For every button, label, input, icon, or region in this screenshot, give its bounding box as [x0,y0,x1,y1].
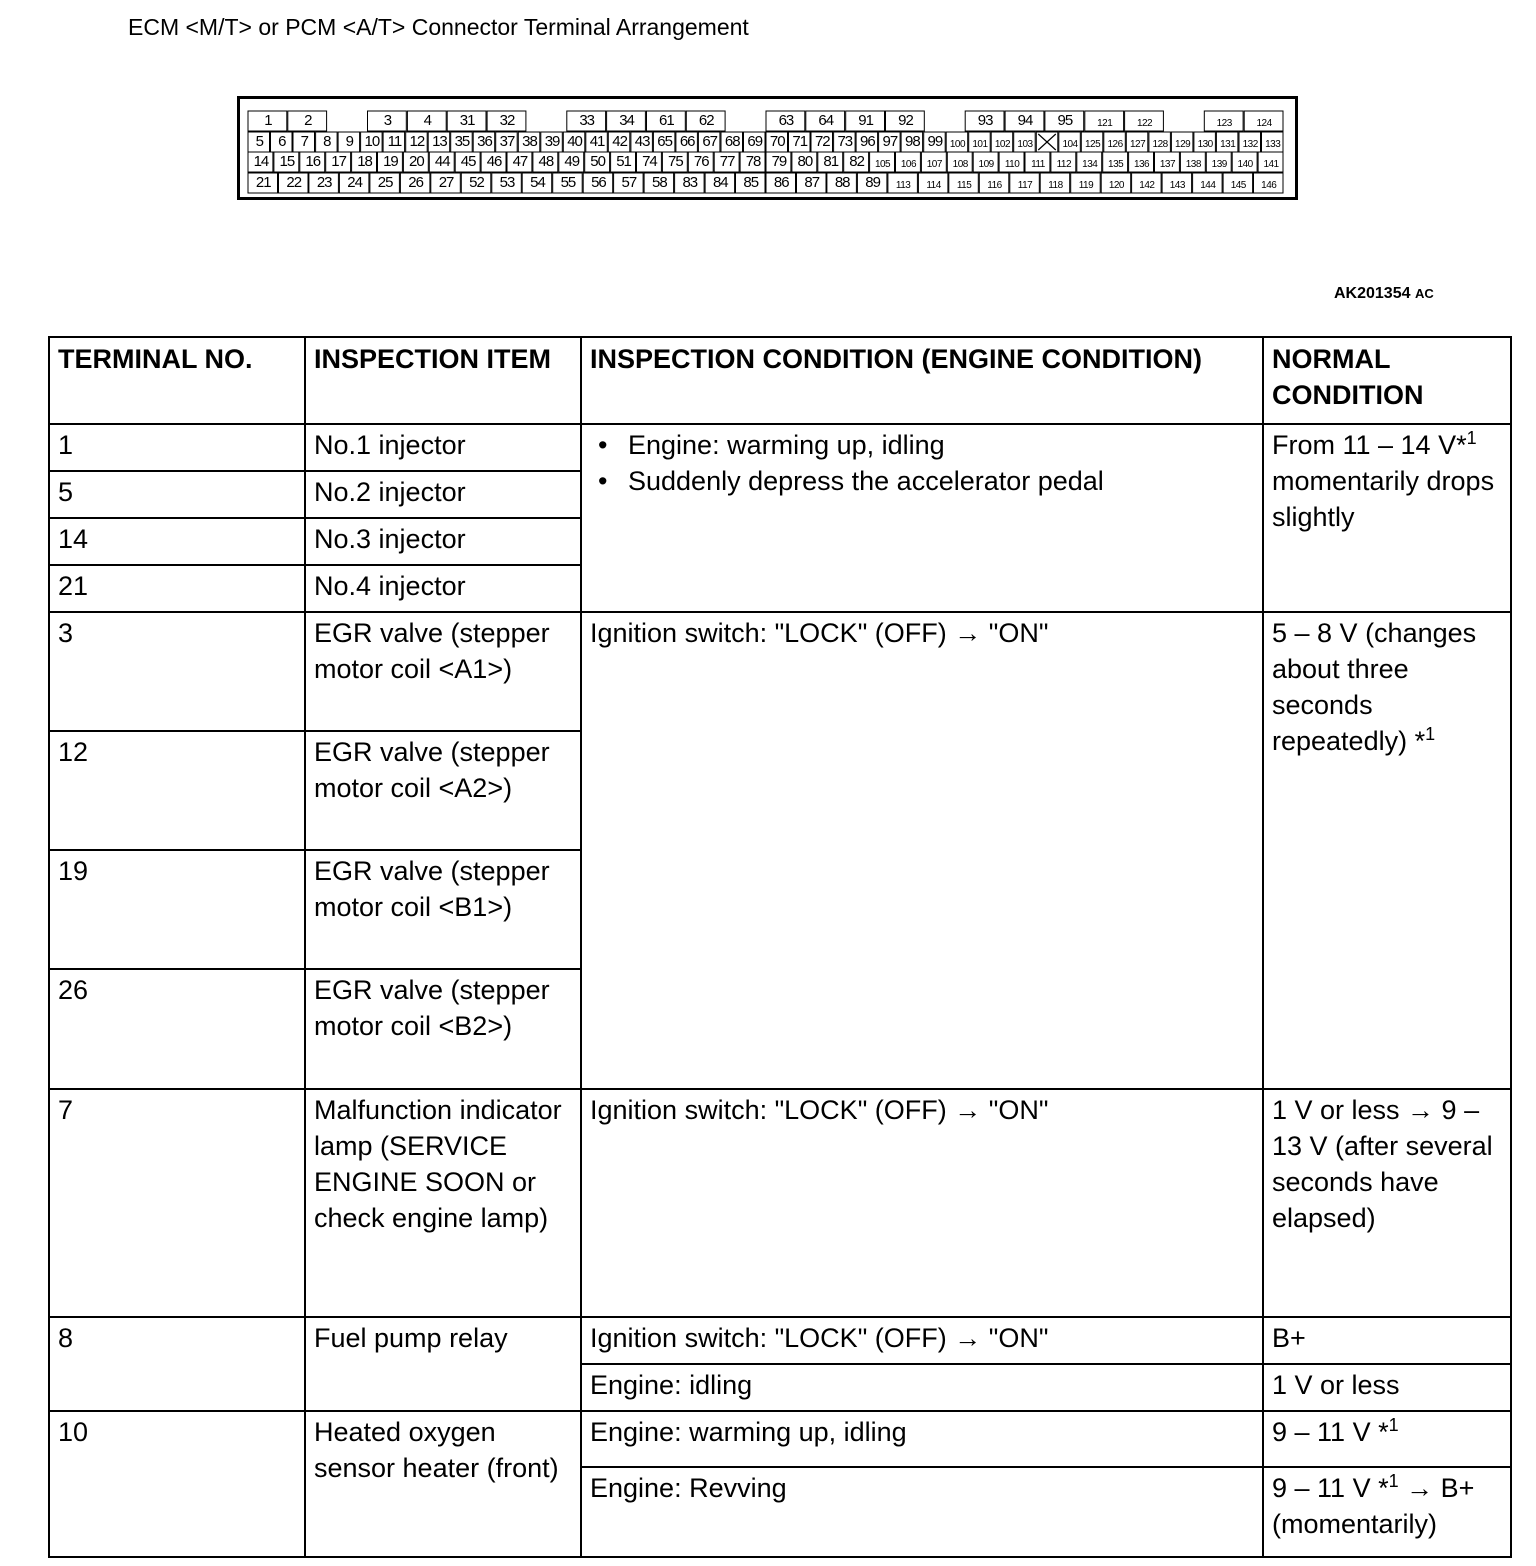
connector-pin-label: 74 [642,153,657,170]
connector-pin-label: 49 [564,153,580,170]
connector-pin-label: 100 [949,139,966,150]
table-header-row [49,337,1511,424]
connector-pin-label: 110 [1004,159,1020,170]
connector-pin-label: 46 [486,153,502,170]
connector-pin-label: 79 [771,153,787,170]
header-inspection-condition: INSPECTION CONDITION (ENGINE CONDITION) [581,337,1263,424]
connector-pin-label: 145 [1230,180,1246,191]
connector-pin-label: 81 [823,153,839,170]
connector-pin-label: 16 [305,153,321,170]
connector-pin-label: 126 [1107,139,1123,150]
connector-pin-label: 20 [408,153,424,170]
connector-pin-label: 106 [900,159,917,170]
connector-pin-label: 17 [331,153,346,170]
figure-code: AK201354 AC [1334,285,1434,302]
connector-pin-label: 146 [1261,180,1277,191]
connector-pin-label: 32 [499,112,515,129]
connector-pin-label: 116 [987,180,1002,191]
list-item: • Suddenly depress the accelerator pedal [590,463,1254,499]
connector-pin-label: 31 [459,112,475,129]
terminal-no: 1 [49,424,305,471]
connector-pin-label: 107 [926,159,942,170]
inspection-condition: Ignition switch: "LOCK" (OFF) → "ON" [581,612,1263,1089]
connector-pin-label: 19 [383,153,398,170]
connector-pin-label: 109 [978,159,994,170]
connector-pin-label: 143 [1169,180,1185,191]
connector-pin-label: 3 [383,112,392,129]
connector-pin-label: 66 [679,133,695,150]
connector-pin-label: 13 [432,133,447,150]
terminal-no: 12 [49,731,305,850]
table-row [49,424,1511,471]
connector-pin-label: 136 [1133,159,1150,170]
page-title: ECM <M/T> or PCM <A/T> Connector Terminal Arrangement [128,14,749,40]
connector-pin-label: 15 [279,153,295,170]
connector-pin-label: 50 [590,153,605,170]
terminal-no: 10 [49,1411,305,1557]
connector-pin-label: 95 [1057,112,1073,129]
connector-pin-label: 117 [1017,180,1033,191]
inspection-item: Heated oxygen sensor heater (front) [305,1411,581,1557]
connector-pin-label: 140 [1237,159,1253,170]
inspection-item: Fuel pump relay [305,1317,581,1411]
connector-pin-label: 21 [255,174,271,191]
connector-pin-label: 78 [745,153,761,170]
connector-pin-label: 33 [579,112,595,129]
connector-pin-label: 63 [778,112,794,129]
normal-condition: 1 V or less [1263,1364,1511,1411]
inspection-item: EGR valve (stepper motor coil <A1>) [305,612,581,731]
connector-pin-label: 80 [797,153,813,170]
connector-pin-label: 97 [882,133,898,150]
connector-pin-label: 34 [619,112,634,129]
inspection-item: No.3 injector [305,518,581,565]
connector-pin-label: 108 [952,159,968,170]
connector-pin-label: 57 [621,174,637,191]
connector-pin-label: 128 [1152,139,1168,150]
connector-pin-label: 124 [1256,118,1272,129]
connector-pin-label: 53 [499,174,515,191]
normal-condition: From 11 – 14 V*$^1$ momentarily drops slightly [1263,424,1511,612]
connector-pin-label: 43 [634,133,650,150]
connector-pin-label: 51 [616,153,631,170]
connector-pin-label: 6 [278,133,286,150]
connector-pin-label: 120 [1108,180,1124,191]
connector-pin-label: 101 [972,139,988,150]
connector-pin-label: 10 [364,133,380,150]
connector-pin-label: 7 [300,133,308,150]
inspection-condition: Ignition switch: "LOCK" (OFF) → "ON" [581,1089,1263,1317]
connector-pin-label: 12 [409,133,425,150]
inspection-condition: Engine: idling [581,1364,1263,1411]
table-row [49,1089,1511,1317]
normal-condition: 5 – 8 V (changes about three seconds repeatedly) *$^1$ [1263,612,1511,1089]
connector-pin-label: 44 [434,153,450,170]
connector-pin-label: 105 [874,159,891,170]
inspection-item: EGR valve (stepper motor coil <B1>) [305,850,581,969]
connector-pin-label: 121 [1097,118,1113,129]
connector-pin-label: 45 [460,153,476,170]
connector-pin-label: 62 [698,112,714,129]
connector-pin-label: 25 [377,174,393,191]
connector-pin-label: 127 [1130,139,1146,150]
inspection-item: No.2 injector [305,471,581,518]
connector-pin-label: 133 [1265,139,1281,150]
connector-pin-label: 14 [253,153,269,170]
connector-pin-label: 86 [773,174,789,191]
connector-pin-label: 38 [522,133,537,150]
connector-pin-label: 98 [905,133,920,150]
connector-pin-label: 131 [1220,139,1236,150]
terminal-no: 3 [49,612,305,731]
connector-pin-label: 37 [499,133,515,150]
connector-pin-label: 35 [454,133,470,150]
connector-pin-label: 24 [347,174,362,191]
connector-pin-label: 65 [657,133,672,150]
connector-pin-label: 114 [926,180,941,191]
inspection-item: EGR valve (stepper motor coil <B2>) [305,969,581,1089]
terminal-no: 8 [49,1317,305,1411]
connector-pin-label: 122 [1136,118,1153,129]
connector-pin-label: 139 [1211,159,1227,170]
inspection-condition: Engine: Revving [581,1467,1263,1557]
connector-pin-label: 26 [408,174,423,191]
connector-pin-label: 135 [1108,159,1124,170]
connector-pin-label: 69 [747,133,763,150]
connector-pin-label: 42 [612,133,627,150]
connector-pin-label: 82 [849,153,864,170]
connector-pin-label: 18 [357,153,372,170]
connector-pin-label: 125 [1084,139,1101,150]
connector-pin-label: 134 [1082,159,1098,170]
header-terminal-no: TERMINAL NO. [49,337,305,424]
connector-pin-label: 85 [743,174,759,191]
condition-list [590,427,1254,499]
connector-pin-label: 93 [977,112,993,129]
connector-pin-label: 118 [1048,180,1063,191]
connector-pin-label: 72 [814,133,830,150]
terminal-no: 21 [49,565,305,612]
connector-pin-label: 2 [304,112,312,129]
connector-pin-label: 144 [1200,180,1216,191]
connector-pin-label: 142 [1139,180,1155,191]
connector-pin-label: 67 [702,133,718,150]
connector-pin-label: 111 [1031,159,1045,170]
connector-pin-label: 73 [837,133,853,150]
inspection-item: No.1 injector [305,424,581,471]
normal-condition: B+ [1263,1317,1511,1364]
connector-pin-label: 47 [512,153,528,170]
connector-pin-label: 54 [530,174,545,191]
table-row [49,612,1511,731]
list-item: • Engine: warming up, idling [590,427,1254,463]
connector-pin-label: 84 [712,174,728,191]
connector-pin-label: 39 [544,133,560,150]
connector-pin-label: 70 [769,133,785,150]
connector-pin-label: 123 [1216,118,1232,129]
connector-pin-label: 36 [477,133,492,150]
connector-pin-label: 103 [1017,139,1033,150]
connector-pin-label: 102 [994,139,1011,150]
connector-pin-label: 8 [323,133,331,150]
connector-pin-label: 141 [1263,159,1279,170]
terminal-no: 7 [49,1089,305,1317]
connector-pin-label: 91 [858,112,873,129]
inspection-condition: Engine: warming up, idling [581,1411,1263,1467]
inspection-condition [581,424,1263,612]
terminal-no: 14 [49,518,305,565]
connector-pin-label: 94 [1017,112,1033,129]
inspection-item: EGR valve (stepper motor coil <A2>) [305,731,581,850]
connector-pin-label: 22 [286,174,302,191]
inspection-condition: Ignition switch: "LOCK" (OFF) → "ON" [581,1317,1263,1364]
connector-pin-label: 75 [667,153,683,170]
terminal-no: 19 [49,850,305,969]
connector-pin-label: 89 [865,174,880,191]
connector-pin-label: 76 [693,153,709,170]
connector-pin-labels [240,99,1295,197]
connector-pin-label: 52 [469,174,484,191]
connector-pin-label: 112 [1056,159,1072,170]
connector-pin-label: 27 [438,174,454,191]
normal-condition: 9 – 11 V *$^1$ [1263,1411,1511,1467]
connector-pin-label: 58 [652,174,667,191]
connector-pin-label: 40 [567,133,582,150]
terminal-inspection-table [48,336,1512,1558]
connector-pin-label: 96 [859,133,875,150]
terminal-no: 5 [49,471,305,518]
connector-pin-label: 4 [423,112,431,129]
connector-terminal-diagram [237,96,1298,200]
inspection-item: No.4 injector [305,565,581,612]
connector-pin-label: 88 [834,174,850,191]
connector-pin-label: 132 [1242,139,1258,150]
connector-pin-label: 64 [818,112,834,129]
normal-condition: 9 – 11 V *$^1$ → B+ (momentarily) [1263,1467,1511,1557]
table-row [49,1317,1511,1364]
connector-pin-label: 11 [387,133,402,150]
connector-pin-label: 113 [895,180,911,191]
connector-pin-label: 56 [591,174,606,191]
connector-pin-label: 48 [538,153,554,170]
connector-pin-label: 104 [1062,139,1078,150]
connector-pin-label: 5 [255,133,263,150]
connector-pin-label: 55 [560,174,576,191]
connector-pin-label: 130 [1197,139,1213,150]
terminal-no: 26 [49,969,305,1089]
connector-pin-label: 83 [682,174,698,191]
normal-condition: 1 V or less → 9 – 13 V (after several seconds have elapsed) [1263,1089,1511,1317]
connector-pin-label: 137 [1159,159,1176,170]
connector-pin-label: 87 [804,174,820,191]
header-inspection-item: INSPECTION ITEM [305,337,581,424]
connector-pin-label: 61 [659,112,674,129]
connector-pin-label: 68 [724,133,740,150]
connector-pin-label: 23 [316,174,332,191]
connector-pin-label: 129 [1175,139,1191,150]
connector-pin-label: 119 [1078,180,1094,191]
connector-pin-label: 1 [264,112,272,129]
inspection-item: Malfunction indicator lamp (SERVICE ENGINE SOON or check engine lamp) [305,1089,581,1317]
connector-pin-label: 138 [1185,159,1201,170]
connector-pin-label: 9 [345,133,353,150]
connector-pin-label: 77 [719,153,735,170]
connector-pin-label: 115 [956,180,972,191]
connector-pin-label: 41 [589,133,605,150]
connector-pin-label: 71 [792,133,808,150]
connector-pin-label: 99 [927,133,943,150]
connector-pin-label: 92 [898,112,913,129]
table-row [49,1411,1511,1467]
header-normal-condition: NORMAL CONDITION [1263,337,1511,424]
